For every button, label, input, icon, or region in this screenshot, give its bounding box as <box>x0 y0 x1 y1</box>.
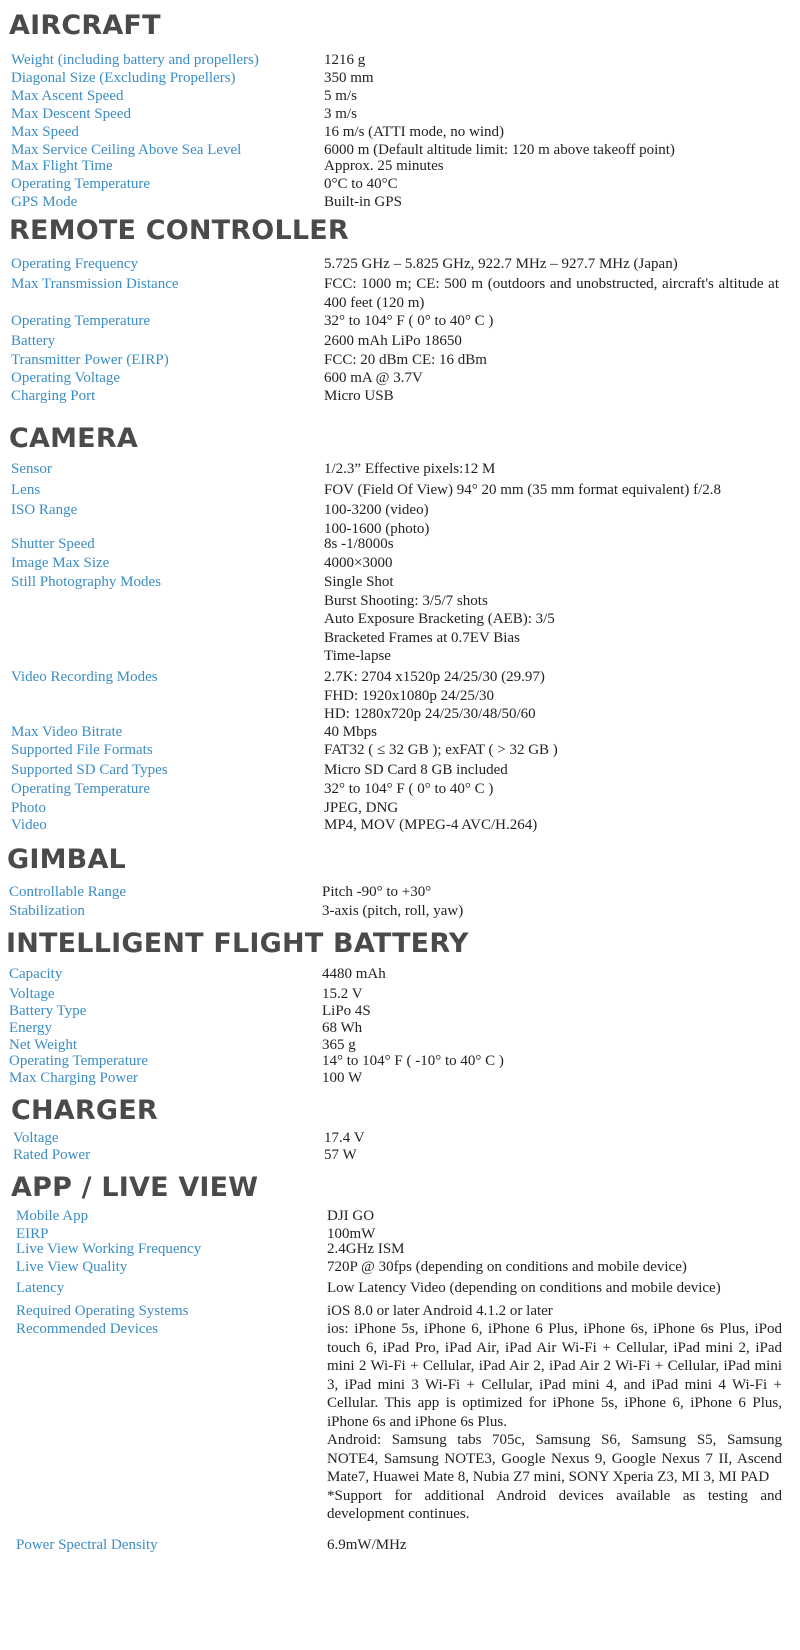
section-title-gimbal: GIMBAL <box>7 844 126 875</box>
spec-label-voltage: Voltage <box>13 1130 59 1146</box>
spec-value-line: MP4, MOV (MPEG-4 AVC/H.264) <box>324 817 538 833</box>
spec-value-operating-frequency <box>324 255 779 274</box>
spec-value-max-descent-speed <box>324 105 779 124</box>
spec-value-line: FCC: 20 dBm CE: 16 dBm <box>324 352 487 368</box>
spec-label-battery: Battery <box>11 333 56 349</box>
spec-value-still-photography-modes <box>324 573 779 666</box>
spec-value-line: JPEG, DNG <box>324 800 399 816</box>
spec-value-line: 100-1600 (photo) <box>324 520 430 537</box>
spec-value-line: 5.725 GHz – 5.825 GHz, 922.7 MHz – 927.7 MHz (Japan) <box>324 256 678 272</box>
spec-label-still-photography-modes: Still Photography Modes <box>11 574 162 590</box>
spec-value-operating-temperature <box>324 175 779 194</box>
spec-label-max-descent-speed: Max Descent Speed <box>11 106 131 122</box>
spec-value-battery-type <box>322 1002 777 1021</box>
spec-value-shutter-speed <box>324 535 779 554</box>
spec-label-max-speed: Max Speed <box>11 124 79 140</box>
spec-value-supported-file-formats <box>324 741 779 760</box>
spec-value-line: Time-lapse <box>324 648 391 664</box>
spec-value-line: 720P @ 30fps (depending on conditions and mobile device) <box>327 1259 687 1275</box>
spec-value-supported-sd-card-types <box>324 761 779 780</box>
spec-label-video-recording-modes: Video Recording Modes <box>11 669 158 685</box>
spec-label-max-service-ceiling-above-sea-level: Max Service Ceiling Above Sea Level <box>11 142 242 158</box>
spec-label-energy: Energy <box>9 1020 53 1036</box>
spec-value-line: 4480 mAh <box>322 966 386 982</box>
spec-value-max-transmission-distance <box>324 275 779 312</box>
spec-value-line: Pitch -90° to +30° <box>322 884 432 900</box>
spec-label-net-weight: Net Weight <box>9 1037 78 1053</box>
spec-value-charging-port <box>324 387 779 406</box>
spec-value-line: FHD: 1920x1080p 24/25/30 <box>324 687 495 704</box>
spec-value-line: 350 mm <box>324 70 374 86</box>
spec-value-iso-range <box>324 501 779 538</box>
spec-label-controllable-range: Controllable Range <box>9 884 127 900</box>
spec-value-line: Single Shot <box>324 574 394 590</box>
spec-value-operating-temperature <box>324 312 779 331</box>
spec-label-supported-file-formats: Supported File Formats <box>11 742 153 758</box>
spec-value-line: 600 mA @ 3.7V <box>324 370 423 386</box>
spec-label-shutter-speed: Shutter Speed <box>11 536 95 552</box>
spec-label-supported-sd-card-types: Supported SD Card Types <box>11 762 168 778</box>
spec-value-voltage <box>322 985 777 1004</box>
spec-value-line: 15.2 V <box>322 986 363 1002</box>
spec-label-lens: Lens <box>11 482 41 498</box>
spec-value-line: 6000 m (Default altitude limit: 120 m above takeoff point) <box>324 142 675 158</box>
spec-value-line: 100mW <box>327 1226 376 1242</box>
spec-value-line: iOS 8.0 or later Android 4.1.2 or later <box>327 1303 553 1319</box>
spec-value-voltage <box>324 1129 779 1148</box>
spec-value-line: ios: iPhone 5s, iPhone 6, iPhone 6 Plus, iPhone 6s, iPhone 6s Plus, iPod touch 6, iPad Pro, iPad Air, iPad Air Wi-Fi + Cellular, iPad mini 2, iPad mini 2 Wi-Fi + Cellular, iPad Air 2, iPad Air 2 Wi-Fi + Cellular, iPad mini 3, iPad mini 3 Wi-Fi + Cellular, iPad mini 4, and iPad mini 4 Wi-Fi + Cellular. This app is optimized for iPhone 5s, iPhone 6, iPhone 6 Plus, iPhone 6s and iPhone 6s Plus. <box>327 1321 782 1430</box>
spec-label-operating-voltage: Operating Voltage <box>11 370 121 386</box>
spec-value-line: 17.4 V <box>324 1130 365 1146</box>
spec-value-lens <box>324 481 779 500</box>
spec-value-line: 40 Mbps <box>324 724 377 740</box>
spec-value-line: 100 W <box>322 1070 363 1086</box>
spec-label-power-spectral-density: Power Spectral Density <box>16 1537 158 1553</box>
spec-label-operating-temperature: Operating Temperature <box>11 313 151 329</box>
spec-value-line: Built-in GPS <box>324 194 402 210</box>
spec-value-max-charging-power <box>322 1069 777 1088</box>
spec-value-required-operating-systems <box>327 1302 782 1321</box>
section-title-app-live-view: APP / LIVE VIEW <box>11 1172 259 1203</box>
spec-value-photo <box>324 799 779 818</box>
spec-label-iso-range: ISO Range <box>11 502 78 518</box>
spec-label-video: Video <box>11 817 47 833</box>
section-title-charger: CHARGER <box>11 1095 158 1126</box>
spec-value-operating-temperature <box>324 780 779 799</box>
spec-value-transmitter-power-eirp <box>324 351 779 370</box>
spec-value-line: 8s -1/8000s <box>324 536 394 552</box>
spec-label-capacity: Capacity <box>9 966 63 982</box>
spec-value-line: 5 m/s <box>324 88 357 104</box>
spec-label-gps-mode: GPS Mode <box>11 194 78 210</box>
spec-value-rated-power <box>324 1146 779 1165</box>
spec-value-line: 100-3200 (video) <box>324 502 429 518</box>
spec-label-battery-type: Battery Type <box>9 1003 87 1019</box>
section-title-remote-controller: REMOTE CONTROLLER <box>9 215 349 246</box>
spec-value-stabilization <box>322 902 777 921</box>
spec-value-mobile-app <box>327 1207 782 1226</box>
spec-value-capacity <box>322 965 777 984</box>
spec-label-max-transmission-distance: Max Transmission Distance <box>11 276 179 292</box>
spec-value-weight-including-battery-and-propellers <box>324 51 779 70</box>
spec-label-max-video-bitrate: Max Video Bitrate <box>11 724 123 740</box>
spec-value-energy <box>322 1019 777 1038</box>
spec-value-line: Micro SD Card 8 GB included <box>324 762 508 778</box>
spec-value-line: 32° to 104° F ( 0° to 40° C ) <box>324 313 494 329</box>
spec-value-line: 2.4GHz ISM <box>327 1241 405 1257</box>
spec-value-line: Bracketed Frames at 0.7EV Bias <box>324 629 520 646</box>
section-title-camera: CAMERA <box>9 423 138 454</box>
spec-value-line: Burst Shooting: 3/5/7 shots <box>324 592 488 609</box>
spec-value-battery <box>324 332 779 351</box>
spec-value-line: FCC: 1000 m; CE: 500 m (outdoors and unobstructed, aircraft's altitude at 400 feet (120 m) <box>324 276 779 311</box>
spec-label-live-view-quality: Live View Quality <box>16 1259 128 1275</box>
spec-value-line: 3 m/s <box>324 106 357 122</box>
spec-value-line: HD: 1280x720p 24/25/30/48/50/60 <box>324 706 536 722</box>
spec-value-video-recording-modes <box>324 668 779 724</box>
spec-value-line: DJI GO <box>327 1208 375 1224</box>
spec-value-line: 14° to 104° F ( -10° to 40° C ) <box>322 1053 504 1069</box>
spec-label-operating-temperature: Operating Temperature <box>11 781 151 797</box>
spec-value-line: 365 g <box>322 1037 356 1053</box>
spec-label-voltage: Voltage <box>9 986 55 1002</box>
spec-value-line: *Support for additional Android devices available as testing and development continues. <box>327 1487 782 1522</box>
spec-label-recommended-devices: Recommended Devices <box>16 1321 159 1337</box>
spec-value-line: 32° to 104° F ( 0° to 40° C ) <box>324 781 494 797</box>
spec-value-line: 68 Wh <box>322 1020 363 1036</box>
spec-value-gps-mode <box>324 193 779 212</box>
spec-value-max-ascent-speed <box>324 87 779 106</box>
spec-label-charging-port: Charging Port <box>11 388 96 404</box>
spec-value-line: 4000×3000 <box>324 555 393 571</box>
spec-value-operating-temperature <box>322 1052 777 1071</box>
spec-value-max-video-bitrate <box>324 723 779 742</box>
spec-value-image-max-size <box>324 554 779 573</box>
spec-label-operating-temperature: Operating Temperature <box>11 176 151 192</box>
spec-label-live-view-working-frequency: Live View Working Frequency <box>16 1241 202 1257</box>
spec-value-line: FOV (Field Of View) 94° 20 mm (35 mm format equivalent) f/2.8 <box>324 482 721 498</box>
section-title-aircraft: AIRCRAFT <box>9 10 161 41</box>
spec-label-operating-frequency: Operating Frequency <box>11 256 139 272</box>
spec-value-line: 3-axis (pitch, roll, yaw) <box>322 903 464 919</box>
spec-value-max-speed <box>324 123 779 142</box>
spec-value-line: 6.9mW/MHz <box>327 1537 407 1553</box>
spec-label-rated-power: Rated Power <box>13 1147 91 1163</box>
section-title-intelligent-flight-battery: INTELLIGENT FLIGHT BATTERY <box>6 928 469 959</box>
spec-value-controllable-range <box>322 883 777 902</box>
spec-label-mobile-app: Mobile App <box>16 1208 89 1224</box>
spec-label-eirp: EIRP <box>16 1226 49 1242</box>
spec-label-transmitter-power-eirp: Transmitter Power (EIRP) <box>11 352 169 368</box>
spec-value-line: 2600 mAh LiPo 18650 <box>324 333 462 349</box>
spec-value-line: 0°C to 40°C <box>324 176 398 192</box>
spec-value-line: 57 W <box>324 1147 357 1163</box>
spec-label-sensor: Sensor <box>11 461 52 477</box>
spec-label-diagonal-size-excluding-propellers: Diagonal Size (Excluding Propellers) <box>11 70 236 86</box>
spec-value-line: Android: Samsung tabs 705c, Samsung S6, Samsung S5, Samsung NOTE4, Samsung NOTE3, Google Nexus 9, Google Nexus 7 II, Ascend Mate7, Huawei Mate 8, Nubia Z7 mini, SONY Xperia Z3, MI 3, MI PAD <box>327 1432 782 1485</box>
spec-label-operating-temperature: Operating Temperature <box>9 1053 149 1069</box>
spec-label-max-flight-time: Max Flight Time <box>11 158 113 174</box>
spec-value-line: 16 m/s (ATTI mode, no wind) <box>324 124 504 140</box>
spec-label-max-charging-power: Max Charging Power <box>9 1070 138 1086</box>
spec-value-line: 1216 g <box>324 52 366 68</box>
spec-value-max-flight-time <box>324 157 779 176</box>
spec-value-line: 2.7K: 2704 x1520p 24/25/30 (29.97) <box>324 669 545 685</box>
spec-value-video <box>324 816 779 835</box>
spec-value-line: FAT32 ( ≤ 32 GB ); exFAT ( > 32 GB ) <box>324 742 558 758</box>
spec-label-required-operating-systems: Required Operating Systems <box>16 1303 189 1319</box>
spec-value-line: Low Latency Video (depending on conditions and mobile device) <box>327 1280 721 1296</box>
spec-value-live-view-working-frequency <box>327 1240 782 1259</box>
spec-value-diagonal-size-excluding-propellers <box>324 69 779 88</box>
spec-value-line: 1/2.3” Effective pixels:12 M <box>324 461 496 477</box>
spec-value-latency <box>327 1279 782 1298</box>
spec-value-line: Auto Exposure Bracketing (AEB): 3/5 <box>324 611 555 627</box>
spec-label-weight-including-battery-and-propellers: Weight (including battery and propellers) <box>11 52 259 68</box>
spec-label-photo: Photo <box>11 800 47 816</box>
spec-value-line: Approx. 25 minutes <box>324 158 444 174</box>
spec-label-max-ascent-speed: Max Ascent Speed <box>11 88 124 104</box>
spec-value-sensor <box>324 460 779 479</box>
spec-label-image-max-size: Image Max Size <box>11 555 110 571</box>
spec-label-latency: Latency <box>16 1280 65 1296</box>
spec-label-stabilization: Stabilization <box>9 903 85 919</box>
spec-value-live-view-quality <box>327 1258 782 1277</box>
spec-value-line: LiPo 4S <box>322 1003 371 1019</box>
spec-value-line: Micro USB <box>324 388 394 404</box>
spec-value-power-spectral-density <box>327 1536 782 1555</box>
spec-value-recommended-devices <box>327 1320 782 1524</box>
spec-value-operating-voltage <box>324 369 779 388</box>
